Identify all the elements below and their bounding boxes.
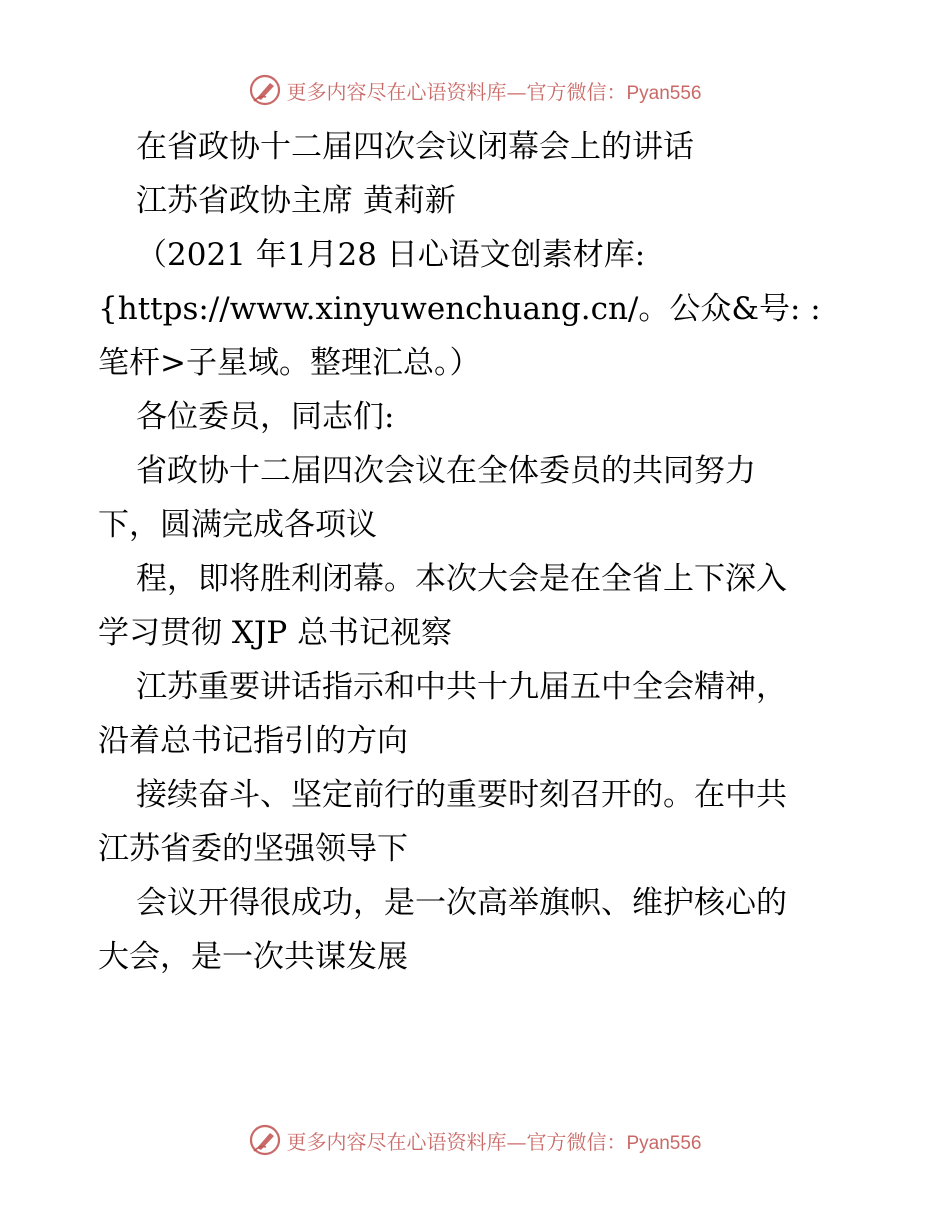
pen-quill-icon — [248, 73, 282, 107]
document-body — [98, 120, 858, 984]
paragraph-line: （2021 年1月28 日心语文创素材库: — [136, 237, 646, 273]
paragraph-line: 沿着总书记指引的方向 — [98, 723, 408, 759]
watermark-header — [0, 72, 950, 108]
paragraph-line: 省政协十二届四次会议在全体委员的共同努力 — [136, 453, 756, 489]
watermark-footer — [0, 1122, 950, 1158]
paragraph-line: 江苏重要讲话指示和中共十九届五中全会精神， — [136, 669, 787, 705]
paragraph-line: 笔杆>子星域。整理汇总。） — [98, 345, 481, 381]
paragraph-line: 各位委员，同志们: — [136, 399, 395, 435]
paragraph-line: 大会，是一次共谋发展 — [98, 939, 408, 975]
paragraph-line: {https://www.xinyuwenchuang.cn/。公众&号: : — [98, 291, 821, 327]
paragraph-line: 会议开得很成功，是一次高举旗帜、维护核心的 — [136, 885, 787, 921]
watermark-text: 更多内容尽在心语资料库—官方微信：Pyan556 — [286, 79, 702, 104]
document-title: 在省政协十二届四次会议闭幕会上的讲话 — [136, 129, 694, 165]
watermark-text: 更多内容尽在心语资料库—官方微信：Pyan556 — [286, 1129, 702, 1154]
pen-quill-icon — [248, 1123, 282, 1157]
watermark-wechat-id: Pyan556 — [626, 1132, 702, 1154]
watermark-wechat-id: Pyan556 — [626, 82, 702, 104]
document-author: 江苏省政协主席 黄莉新 — [136, 183, 456, 219]
paragraph-line: 下，圆满完成各项议 — [98, 507, 377, 543]
paragraph-line: 接续奋斗、坚定前行的重要时刻召开的。在中共 — [136, 777, 787, 813]
paragraph-line: 江苏省委的坚强领导下 — [98, 831, 408, 867]
paragraph-line: 程，即将胜利闭幕。本次大会是在全省上下深入 — [136, 561, 787, 597]
paragraph-line: 学习贯彻 XJP 总书记视察 — [98, 615, 453, 651]
document-lines — [98, 228, 858, 984]
